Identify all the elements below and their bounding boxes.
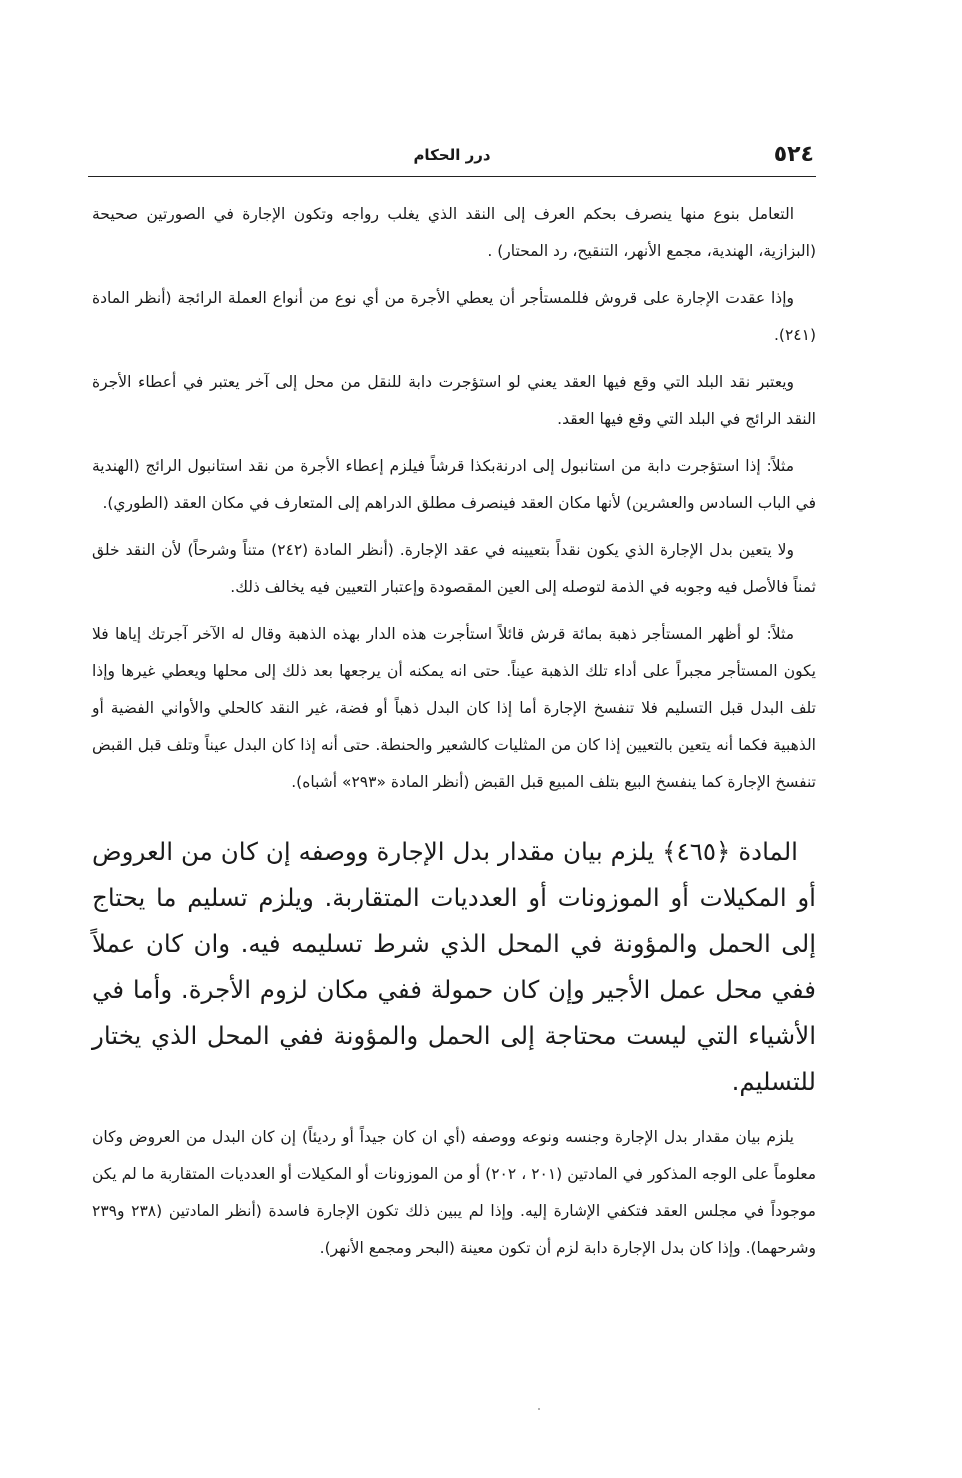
article-text: المادة ﴿٤٦٥﴾ يلزم بيان مقدار بدل الإجارة ووصفه إن كان من العروض أو المكيلات أو الموزونات أو العدديات المتقاربة. ويلزم تسليم ما يحتاج إلى الحمل والمؤونة في المحل الذي شرط تسليمه فيه. وان كان عملاً ففي محل عمل الأجير وإن كان حمولة ففي مكان لزوم الأجرة. وأما في الأشياء التي ليست محتاجة إلى الحمل والمؤونة ففي المحل الذي يختار للتسليم. [92,837,816,1096]
running-title: درر الحكام [413,146,491,164]
paragraph: التعامل بنوع منها ينصرف بحكم العرف إلى النقد الذي يغلب رواجه وتكون الإجارة في الصورتين صحيحة (البزازية، الهندية، مجمع الأنهر، التنقيح، رد المحتار) . [92,205,816,260]
paragraph: وإذا عقدت الإجارة على قروش فللمستأجر أن يعطي الأجرة من أي نوع من أنواع العملة الرائجة (أنظر المادة (٢٤١). [92,289,816,344]
scan-speck [538,1408,540,1410]
page-number: ٥٢٤ [773,142,814,167]
page-header [88,142,816,177]
page-body [92,196,816,1267]
paragraph: مثلاً: إذا استؤجرت دابة من استانبول إلى ادرنةبكذا قرشاً فيلزم إعطاء الأجرة من نقد استانبول الرائج (الهندية في الباب السادس والعشرين) لأنها مكان العقد فينصرف مطلق الدراهم إلى المتعارف في مكان العقد (الطوري). [92,457,816,512]
paragraph: ولا يتعين بدل الإجارة الذي يكون نقداً بتعيينه في عقد الإجارة. (أنظر المادة (٢٤٢) متناً وشرحاً) لأن النقد خلق ثمناً فالأصل فيه وجوبه في الذمة لتوصله إلى العين المقصودة وإعتبار التعيين فيه يخالف ذلك. [92,541,816,596]
paragraph: مثلاً: لو أظهر المستأجر ذهبة بمائة قرش قائلاً استأجرت هذه الدار بهذه الذهبة وقال له الآخر آجرتك إياها فلا يكون المستأجر مجبراً على أداء تلك الذهبة عيناً. حتى انه يمكنه أن يرجعها بعد ذلك إلى محلها ويعطي غيرها وإذا تلف البدل قبل التسليم فلا تنفسخ الإجارة أما إذا كان البدل ذهباً أو فضة، غير النقد كالحلي والأواني الفضية أو الذهبية فكما أنه يتعين بالتعيين إذا كان من المثليات كالشعير والحنطة. حتى أنه إذا كان البدل عيناً وتلف قبل القبض تنفسخ الإجارة كما ينفسخ البيع بتلف المبيع قبل القبض (أنظر المادة «٢٩٣» أشباه). [92,625,816,791]
paragraph: ويعتبر نقد البلد التي وقع فيها العقد يعني لو استؤجرت دابة للنقل من محل إلى آخر يعتبر في أعطاء الأجرة النقد الرائج في البلد التي وقع فيها العقد. [92,373,816,428]
commentary-paragraph: يلزم بيان مقدار بدل الإجارة وجنسه ونوعه ووصفه (أي ان كان جيداً أو رديئاً) إن كان البدل من العروض وكان معلوماً على الوجه المذكور في المادتين (٢٠١ ، ٢٠٢) أو من الموزونات أو المكيلات أو العدديات المتقاربة ما لم يكن موجوداً في مجلس العقد فتكفي الإشارة إليه. وإذا لم يبين ذلك تكون الإجارة فاسدة (أنظر المادتين (٢٣٨ و٢٣٩ وشرحهما). وإذا كان بدل الإجارة دابة لزم أن تكون معينة (البحر ومجمع الأنهر). [92,1128,817,1257]
